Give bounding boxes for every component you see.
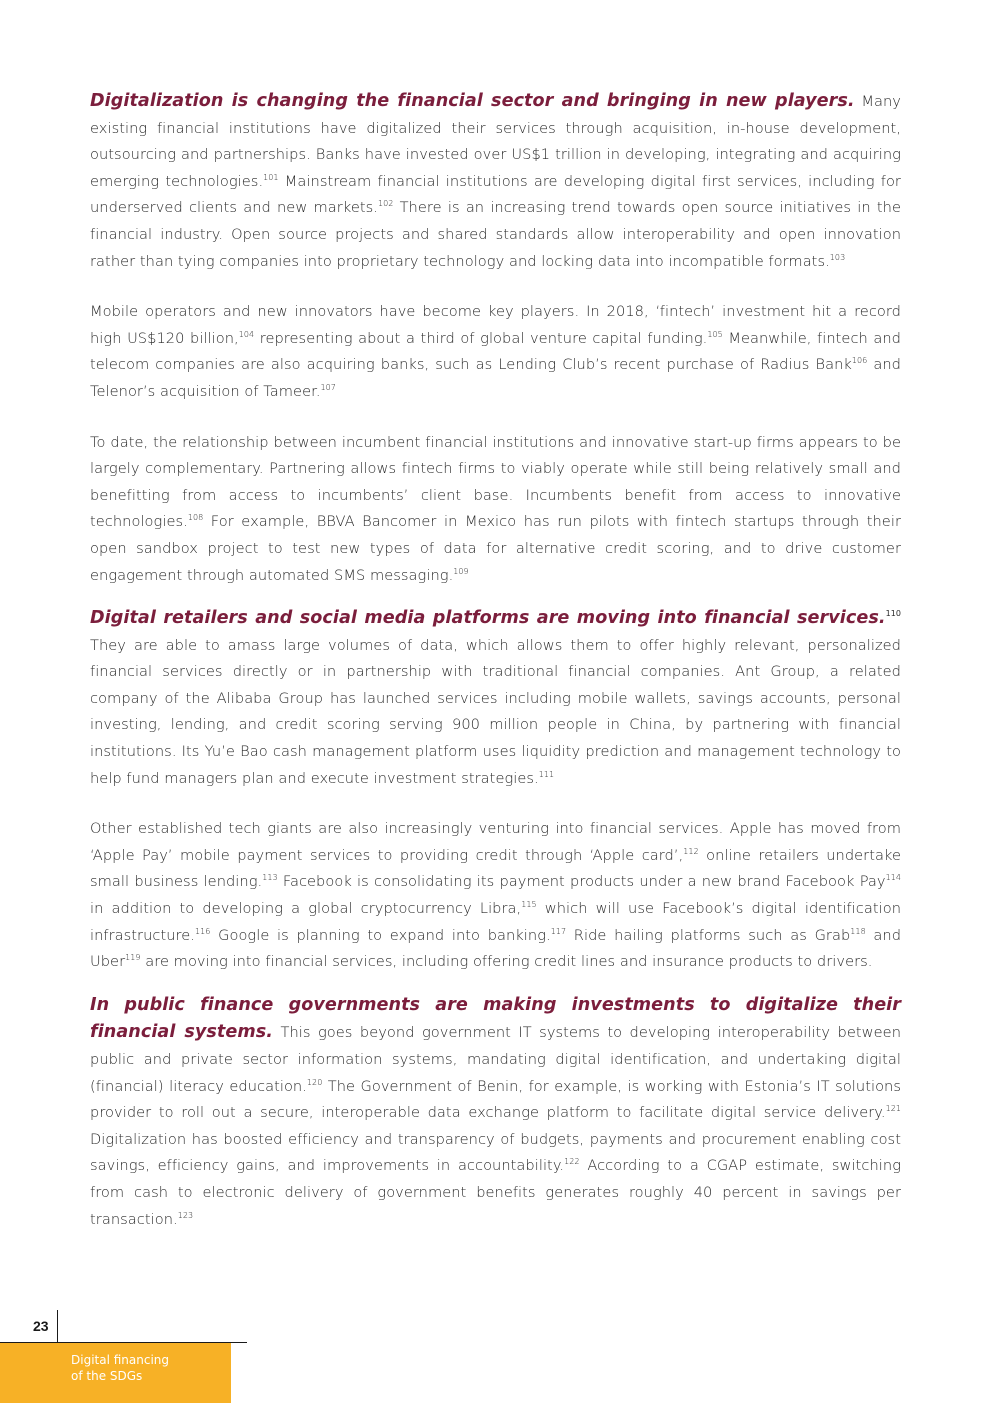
footnote-ref: 116 [195, 926, 211, 936]
footnote-ref: 105 [707, 329, 723, 339]
body-text: They are able to amass large volumes of data, which allows them to offer highly relevant, personalized financial services directly or in partnership with traditional financial companies. Ant Group, a related company of the Alibaba Group has launched services including mobile wallets, savings accounts, personal investing, lending, and credit scoring serving 900 million people in China, by partnering with financial institutions. Its Yu’e Bao cash management platform uses liquidity prediction and management technology to help fund managers plan and execute investment strategies. [90, 636, 901, 787]
paragraph-digital-retailers [90, 605, 901, 792]
body-text: The Government of Benin, for example, is working with Estonia’s IT solutions provider to roll out a secure, interoperable data exchange platform to facilitate digital service delivery. [90, 1077, 902, 1122]
article-body [90, 88, 901, 1233]
footnote-ref: 107 [320, 383, 336, 393]
footnote-ref: 120 [306, 1077, 323, 1087]
body-text: To date, the relationship between incumbent financial institutions and innovative start-up firms appears to be largely complementary. Partnering allows fintech firms to viably operate while still being relatively small and benefitting from access to incumbents’ client base. Incumbents benefit from access to innovative technologies. [90, 433, 901, 531]
body-text: Other established tech giants are also increasingly venturing into financial services. Apple has moved from ‘Apple Pay’ mobile payment services to providing credit through ‘Apple card’, [90, 820, 901, 864]
footer-label-line1: Digital financing [71, 1353, 170, 1367]
footnote-ref: 121 [885, 1104, 901, 1114]
footnote-ref: 103 [829, 252, 846, 262]
paragraph-tech-giants [90, 816, 901, 976]
body-text: Mainstream financial institutions are developing digital first services, including for underserved clients and new markets. [90, 172, 901, 217]
body-text: This goes beyond government IT systems to developing interoperability between public and private sector information systems, mandating digital identification, and undertaking digital (financial) literacy education. [90, 1024, 901, 1095]
page-number: 23 [33, 1318, 49, 1334]
paragraph-incumbents [90, 430, 901, 590]
paragraph-public-finance [90, 992, 901, 1233]
body-text: There is an increasing trend towards open source initiatives in the financial industry. Open source projects and shared standards allow interoperability and open innovation rather than tying companies into proprietary technology and locking data into incompatible formats. [90, 199, 901, 270]
footnote-ref: 111 [538, 769, 555, 779]
footnote-ref: 122 [564, 1157, 580, 1167]
footnote-ref: 119 [125, 953, 141, 963]
paragraph-lead-heading: Digital retailers and social media platforms are moving into financial services.$^{110}$ [90, 608, 901, 629]
footnote-ref: 106 [851, 356, 868, 366]
footnote-ref: 114 [885, 873, 901, 883]
footnote-ref: 108 [187, 513, 204, 523]
body-text: in addition to developing a global cryptocurrency Libra, [90, 900, 522, 918]
paragraph-lead-heading: In public finance governments are making investments to digitalize their financial systems. [90, 994, 901, 1043]
body-text: Meanwhile, fintech and telecom companies are also acquiring banks, such as Lending Club’s recent purchase of Radius Bank [90, 329, 901, 374]
footnote-ref: 110 [885, 609, 901, 619]
footnote-ref: 117 [550, 926, 567, 936]
footnote-ref: 102 [377, 199, 394, 209]
paragraph-lead-heading: Digitalization is changing the financial sector and bringing in new players. [90, 91, 855, 111]
body-text: Many existing financial institutions have digitalized their services through acquisition, in-house development, outsourcing and partnerships. Banks have invested over US$1 trillion in developing, integrating and acquiring emerging technologies. [90, 93, 901, 190]
body-text: which will use Facebook’s digital identification infrastructure. [90, 900, 901, 944]
footnote-ref: 123 [177, 1210, 194, 1220]
footnote-ref: 113 [262, 873, 278, 883]
body-text: Facebook is consolidating its payment products under a new brand Facebook Pay [277, 873, 886, 891]
body-text: For example, BBVA Bancomer in Mexico has run pilots with fintech startups through their open sandbox project to test new types of data for alternative credit scoring, and to drive customer engagement through automated SMS messaging. [90, 513, 901, 584]
footnote-ref: 112 [683, 846, 699, 856]
body-text: representing about a third of global venture capital funding. [254, 329, 708, 347]
footnote-ref: 101 [263, 172, 279, 182]
footnote-ref: 115 [521, 900, 537, 910]
footer-section-label [71, 1352, 211, 1384]
footnote-ref: 118 [850, 926, 866, 936]
body-text: Ride hailing platforms such as Grab [566, 926, 851, 944]
body-text: online retailers undertake small business lending. [90, 846, 901, 891]
paragraph-digitalization [90, 88, 901, 275]
footnote-ref: 109 [453, 566, 469, 576]
body-text: are moving into financial services, including offering credit lines and insurance products to drivers. [140, 953, 873, 971]
body-text: Mobile operators and new innovators have become key players. In 2018, ‘fintech’ investment hit a record high US$120 billion, [90, 303, 901, 347]
paragraph-mobile-operators [90, 299, 901, 405]
body-text: Digitalization has boosted efficiency and transparency of budgets, payments and procurement enabling cost savings, efficiency gains, and improvements in accountability. [90, 1130, 901, 1175]
body-text: and Telenor’s acquisition of Tameer. [90, 356, 901, 400]
body-text: Google is planning to expand into banking. [210, 926, 551, 944]
body-text: According to a CGAP estimate, switching from cash to electronic delivery of government benefits generates roughly 40 percent in savings per transaction. [90, 1157, 901, 1228]
footer-label-line2: of the SDGs [71, 1369, 143, 1383]
footnote-ref: 104 [238, 329, 255, 339]
body-text: and Uber [90, 926, 902, 971]
